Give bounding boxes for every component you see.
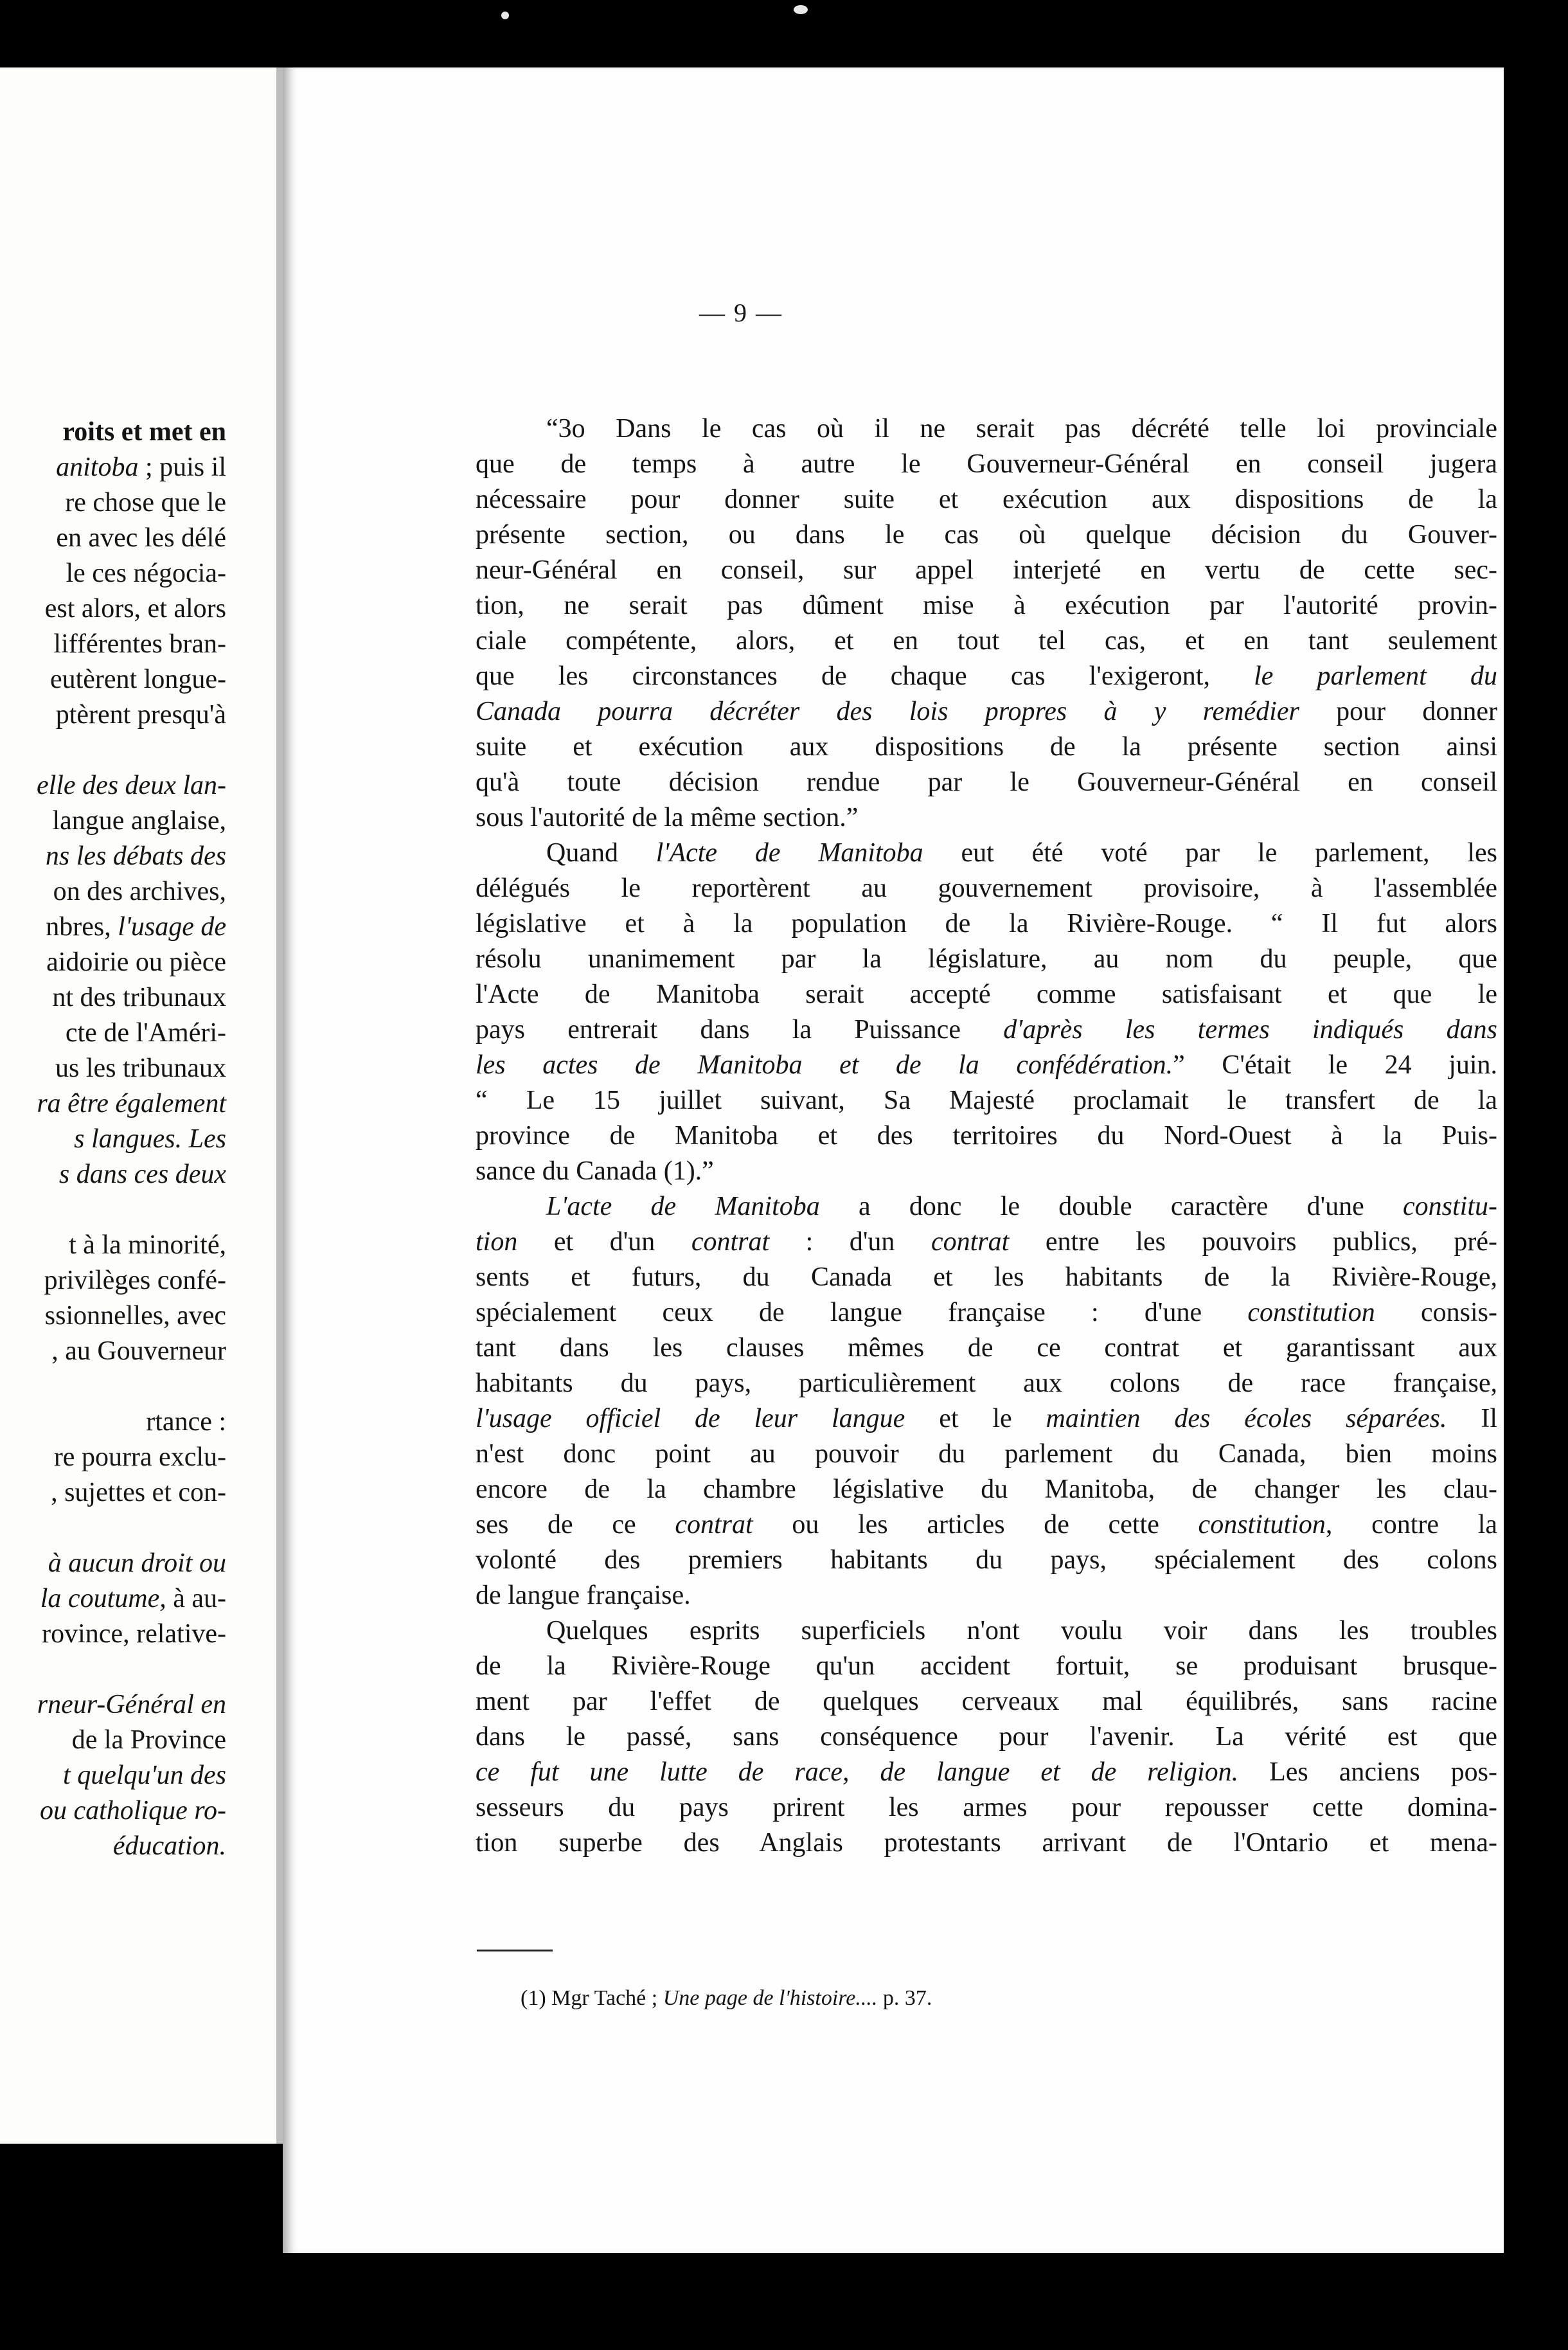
text-line-segment: “ Le 15 juillet suivant, Sa Majesté proclamait le transfert de la (476, 1086, 1497, 1115)
text-line-segment: entre les pouvoirs publics, pré- (1009, 1227, 1497, 1257)
text-line (476, 1331, 1497, 1366)
facing-page-line-segment: le ces négocia- (66, 559, 226, 588)
facing-page-line (0, 839, 226, 874)
text-line-segment: Quelques esprits superficiels n'ont voulu voir dans les troubles (546, 1616, 1497, 1646)
facing-page-line-segment: rovince, relative- (42, 1619, 226, 1649)
text-line-segment: ciale compétente, alors, et en tout tel cas, et en tant seulement (476, 626, 1497, 656)
text-line-segment: ou les articles de cette (753, 1510, 1198, 1539)
text-line-segment: , contre la (1325, 1510, 1498, 1539)
facing-page-line (0, 1404, 226, 1440)
text-line (476, 1224, 1497, 1260)
text-line-segment: délégués le reportèrent au gouvernement provisoire, à l'assemblée (476, 874, 1497, 903)
text-line (476, 906, 1497, 942)
facing-page-line-segment: s dans ces deux (58, 1160, 226, 1189)
facing-page-line-segment: cte de l'Améri- (65, 1018, 226, 1048)
text-line-segment: L'acte de Manitoba (546, 1192, 820, 1221)
facing-page-line-segment: ra être également (37, 1089, 226, 1118)
text-line (476, 1118, 1497, 1154)
text-line (476, 659, 1497, 694)
text-line-segment: pays entrerait dans la Puissance (476, 1015, 1004, 1045)
text-line-segment: sance du Canada (1).” (476, 1156, 714, 1186)
text-line-segment: ment par l'effet de quelques cerveaux mal équilibrés, sans racine (476, 1687, 1497, 1716)
text-line-segment: Canada pourra décréter des lois propres à y remédier (476, 697, 1299, 726)
facing-page-line (0, 1334, 226, 1369)
facing-page-line (0, 556, 226, 591)
facing-page-line-segment: à aucun droit ou (48, 1548, 226, 1578)
text-line (476, 836, 1497, 871)
facing-page-line (0, 945, 226, 980)
text-line-segment: pour donner (1299, 697, 1497, 726)
text-line (476, 1507, 1497, 1543)
facing-page-line (0, 591, 226, 627)
text-line (476, 588, 1497, 623)
text-line-segment: contrat (931, 1227, 1010, 1257)
text-line (476, 1260, 1497, 1295)
facing-page-line (0, 415, 226, 450)
facing-page-line-segment: la coutume, (40, 1584, 166, 1613)
facing-page-line (0, 450, 226, 485)
text-line-segment: contrat (691, 1227, 770, 1257)
text-line (476, 1401, 1497, 1437)
facing-page-line (0, 662, 226, 697)
text-line-segment: résolu unanimement par la législature, au nom du peuple, que (476, 944, 1497, 974)
text-line (476, 1437, 1497, 1472)
facing-page-line (0, 1016, 226, 1051)
text-line (476, 447, 1497, 482)
facing-page-line-segment: en avec les délé (56, 523, 226, 553)
facing-page-line-segment: eutèrent longue- (49, 665, 226, 694)
text-line-segment: que les circonstances de chaque cas l'exigeront, (476, 661, 1254, 691)
text-line-segment: tion superbe des Anglais protestants arrivant de l'Ontario et mena- (476, 1828, 1497, 1858)
facing-page-line-segment: roits et met en (62, 417, 226, 447)
text-line-segment: l'usage officiel de leur langue (476, 1404, 905, 1433)
facing-page-line (0, 1793, 226, 1829)
text-line (476, 977, 1497, 1012)
text-line-segment: eut été voté par le parlement, les (923, 838, 1497, 868)
text-line-segment: que de temps à autre le Gouverneur-Général en conseil jugera (476, 449, 1497, 479)
text-line (476, 730, 1497, 765)
text-line-segment: les actes de Manitoba et de la confédération. (476, 1050, 1173, 1080)
facing-page-line-segment: l'usage de (118, 912, 226, 942)
facing-page-line (0, 1758, 226, 1793)
facing-page-line-segment: on des archives, (53, 877, 226, 906)
footnote-page: p. 37. (882, 1986, 932, 2010)
text-line-segment: n'est donc point au pouvoir du parlement du Canada, bien moins (476, 1439, 1497, 1469)
scan-speck (501, 12, 509, 19)
text-line-segment: Quand (546, 838, 656, 868)
text-line-segment: présente section, ou dans le cas où quelque décision du Gouver- (476, 520, 1497, 550)
facing-page-line (0, 521, 226, 556)
text-line (476, 1684, 1497, 1719)
facing-page-line-segment: de la Province (71, 1725, 226, 1755)
facing-page-line (0, 910, 226, 945)
facing-page-line-segment: lifférentes bran- (53, 629, 226, 659)
facing-page-line-segment: us les tribunaux (55, 1054, 226, 1083)
text-line-segment: dans le passé, sans conséquence pour l'avenir. La vérité est que (476, 1722, 1497, 1752)
facing-page-line (0, 1122, 226, 1157)
footnote (521, 1986, 932, 2011)
text-line-segment: ce fut une lutte de race, de langue et de religion. (476, 1757, 1239, 1787)
text-line-segment: consis- (1375, 1298, 1497, 1327)
text-line (476, 553, 1497, 588)
facing-page-line (0, 1546, 226, 1581)
text-line (476, 1649, 1497, 1684)
text-line-segment: l'Acte de Manitoba serait accepté comme satisfaisant et que le (476, 980, 1497, 1009)
text-line-segment: nécessaire pour donner suite et exécution aux dispositions de la (476, 485, 1497, 514)
facing-page-text (0, 415, 226, 1864)
text-line-segment: d'après les termes indiqués dans (1003, 1015, 1497, 1045)
facing-page-line (0, 485, 226, 521)
text-line (476, 517, 1497, 553)
text-line (476, 1012, 1497, 1048)
text-line-segment: ” C'était le 24 juin. (1173, 1050, 1497, 1080)
facing-page-line-segment: ptèrent presqu'à (55, 700, 226, 730)
text-line-segment: le parlement du (1254, 661, 1497, 691)
facing-page-line-segment: Les (182, 1124, 226, 1154)
facing-page-line (0, 627, 226, 662)
text-line-segment: sents et futurs, du Canada et les habitants de la Rivière-Rouge, (476, 1262, 1497, 1292)
facing-page-fragment (0, 67, 283, 2144)
text-line-segment: et le (905, 1404, 1046, 1433)
facing-page-line-gap (0, 1511, 226, 1546)
text-line (476, 1543, 1497, 1578)
facing-page-line (0, 1687, 226, 1723)
facing-page-line-segment: éducation. (112, 1831, 226, 1861)
facing-page-line (0, 1298, 226, 1334)
text-line (476, 1048, 1497, 1083)
facing-page-line-segment: aidoirie ou pièce (46, 947, 226, 977)
text-line-segment: tion (476, 1227, 518, 1257)
text-line-segment: tant dans les clauses mêmes de ce contrat et garantissant aux (476, 1333, 1497, 1363)
text-line (476, 942, 1497, 977)
text-line (476, 1154, 1497, 1189)
facing-page-line (0, 1086, 226, 1122)
facing-page-line (0, 1440, 226, 1475)
facing-page-line-segment: ns les débats des (45, 841, 226, 871)
text-line-segment: sesseurs du pays prirent les armes pour repousser cette domina- (476, 1793, 1497, 1822)
facing-page-line-segment: privilèges confé- (44, 1266, 226, 1295)
facing-page-line (0, 1263, 226, 1298)
text-line-segment: de la Rivière-Rouge qu'un accident fortuit, se produisant brusque- (476, 1651, 1497, 1681)
page-number-text: — 9 — (699, 298, 783, 327)
facing-page-line-segment: t à la minorité, (69, 1230, 226, 1260)
facing-page-line-segment: , au Gouverneur (51, 1336, 226, 1366)
facing-page-line (0, 1157, 226, 1192)
text-line (476, 1189, 1497, 1224)
text-line (476, 1366, 1497, 1401)
text-line (476, 1825, 1497, 1861)
facing-page-line-gap (0, 1192, 226, 1228)
facing-page-line-segment: t quelqu'un des (63, 1761, 226, 1790)
text-line (476, 800, 1497, 836)
text-line-segment: spécialement ceux de langue française : d'une (476, 1298, 1248, 1327)
text-line-segment: : d'un (769, 1227, 931, 1257)
facing-page-line-segment: ssionnelles, avec (44, 1301, 226, 1331)
text-line (476, 1755, 1497, 1790)
text-line-segment: a donc le double caractère d'une (819, 1192, 1403, 1221)
facing-page-line (0, 1723, 226, 1758)
facing-page-line (0, 1475, 226, 1511)
text-line-segment: législative et à la population de la Rivière-Rouge. “ Il fut alors (476, 909, 1497, 938)
text-line-segment: l'Acte de Manitoba (655, 838, 923, 868)
text-line (476, 1613, 1497, 1649)
facing-page-line (0, 874, 226, 910)
text-line-segment: sous l'autorité de la même section.” (476, 803, 859, 832)
facing-page-line-segment: rneur-Général en (37, 1690, 226, 1719)
facing-page-line (0, 1829, 226, 1864)
text-line (476, 1295, 1497, 1331)
facing-page-line-segment: anitoba (56, 453, 139, 482)
text-line-segment: Les anciens pos- (1238, 1757, 1497, 1787)
text-line (476, 1719, 1497, 1755)
facing-page-line-gap (0, 733, 226, 768)
facing-page-line (0, 1581, 226, 1617)
text-line-segment: de langue française. (476, 1581, 691, 1610)
text-line (476, 694, 1497, 730)
facing-page-line-segment: s langues. (74, 1124, 183, 1154)
text-line (476, 871, 1497, 906)
text-line (476, 623, 1497, 659)
document-page (283, 67, 1504, 2253)
facing-page-line (0, 1617, 226, 1652)
text-line-segment: habitants du pays, particulièrement aux colons de race française, (476, 1368, 1497, 1398)
facing-page-line-segment: ou catholique ro- (39, 1796, 226, 1825)
facing-page-line-segment: est alors, et alors (44, 594, 226, 623)
footnote-marker: (1) Mgr Taché ; (521, 1986, 658, 2010)
facing-page-line-segment: re chose que le (65, 488, 226, 517)
text-line-segment: et d'un (517, 1227, 691, 1257)
text-line-segment: constitu- (1403, 1192, 1498, 1221)
scan-speck (794, 5, 808, 14)
text-line (476, 482, 1497, 517)
text-line (476, 411, 1497, 447)
facing-page-line-segment: langue anglaise, (52, 806, 226, 836)
footnote-title: Une page de l'histoire.... (663, 1986, 878, 2010)
text-line-segment: maintien des écoles séparées. (1046, 1404, 1447, 1433)
text-line (476, 1790, 1497, 1825)
facing-page-line-segment: à au- (166, 1584, 226, 1613)
text-line-segment: “3o Dans le cas où il ne serait pas décrété telle loi provinciale (546, 414, 1497, 444)
text-line-segment: contrat (675, 1510, 753, 1539)
body-text (476, 411, 1497, 1861)
text-line-segment: volonté des premiers habitants du pays, spécialement des colons (476, 1545, 1497, 1575)
text-line-segment: qu'à toute décision rendue par le Gouverneur-Général en conseil (476, 767, 1497, 797)
text-line (476, 765, 1497, 800)
facing-page-line-segment: rtance : (146, 1407, 226, 1437)
text-line-segment: constitution (1198, 1510, 1326, 1539)
facing-page-line-segment: nt des tribunaux (52, 983, 226, 1012)
facing-page-line (0, 768, 226, 803)
text-line-segment: Il (1447, 1404, 1498, 1433)
text-line (476, 1578, 1497, 1613)
facing-page-line (0, 697, 226, 733)
text-line-segment: ses de ce (476, 1510, 675, 1539)
text-line-segment: neur-Général en conseil, sur appel interjeté en vertu de cette sec- (476, 555, 1497, 585)
text-line-segment: suite et exécution aux dispositions de la présente section ainsi (476, 732, 1497, 762)
text-line (476, 1083, 1497, 1118)
facing-page-line-segment: re pourra exclu- (53, 1442, 226, 1472)
text-line (476, 1472, 1497, 1507)
facing-page-line-gap (0, 1652, 226, 1687)
text-line-segment: province de Manitoba et des territoires du Nord-Ouest à la Puis- (476, 1121, 1497, 1151)
facing-page-line (0, 980, 226, 1016)
text-line-segment: tion, ne serait pas dûment mise à exécution par l'autorité provin- (476, 591, 1497, 620)
facing-page-line-segment: ; puis il (138, 453, 226, 482)
facing-page-line-segment: elle des deux lan- (36, 771, 226, 800)
text-line-segment: constitution (1247, 1298, 1375, 1327)
facing-page-line (0, 803, 226, 839)
facing-page-line (0, 1228, 226, 1263)
facing-page-line (0, 1051, 226, 1086)
footnote-divider (477, 1950, 553, 1951)
text-line-segment: encore de la chambre législative du Manitoba, de changer les clau- (476, 1475, 1497, 1504)
facing-page-line-segment: , sujettes et con- (51, 1478, 226, 1507)
facing-page-line-segment: nbres, (46, 912, 118, 942)
facing-page-line-gap (0, 1369, 226, 1404)
